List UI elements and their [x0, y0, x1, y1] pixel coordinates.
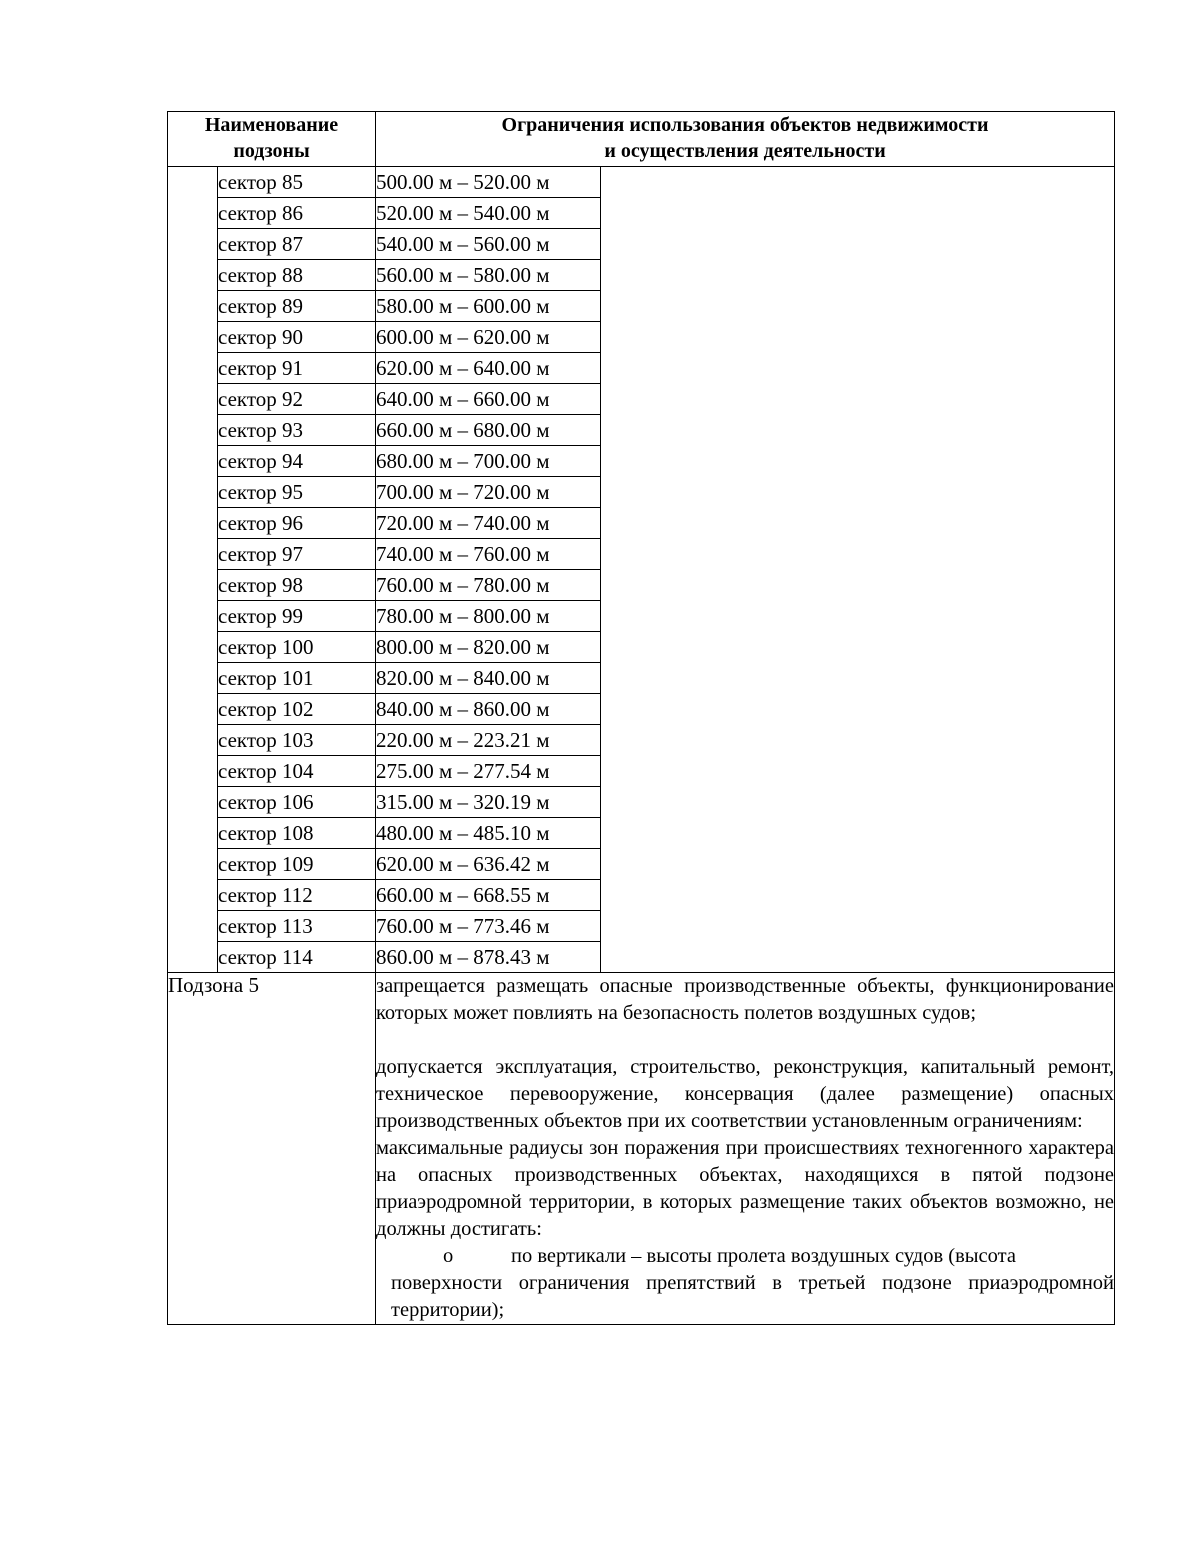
- sector-range: 740.00 м – 760.00 м: [376, 539, 601, 570]
- bullet-circle-icon: o: [443, 1245, 454, 1267]
- sector-name: сектор 114: [218, 942, 376, 973]
- header-subzone-name: Наименование подзоны: [168, 112, 376, 167]
- sector-range: 560.00 м – 580.00 м: [376, 260, 601, 291]
- bullet-item: [376, 1243, 1114, 1270]
- sector-range: 640.00 м – 660.00 м: [376, 384, 601, 415]
- sector-range: 760.00 м – 780.00 м: [376, 570, 601, 601]
- sector-range: 620.00 м – 636.42 м: [376, 849, 601, 880]
- sector-name: сектор 90: [218, 322, 376, 353]
- sector-name: сектор 88: [218, 260, 376, 291]
- sector-range: 275.00 м – 277.54 м: [376, 756, 601, 787]
- sector-name: сектор 101: [218, 663, 376, 694]
- sector-name: сектор 91: [218, 353, 376, 384]
- sector-range: 500.00 м – 520.00 м: [376, 167, 601, 198]
- sector-rows: [168, 167, 1115, 973]
- sector-range: 860.00 м – 878.43 м: [376, 942, 601, 973]
- sector-name: сектор 106: [218, 787, 376, 818]
- subzone-name-blank-cell: [168, 167, 218, 973]
- sector-name: сектор 89: [218, 291, 376, 322]
- sector-name: сектор 104: [218, 756, 376, 787]
- sector-range: 780.00 м – 800.00 м: [376, 601, 601, 632]
- restriction-radius: максимальные радиусы зон поражения при происшествиях техногенного характера на опасных производственных объектах, находящихся в пятой подзоне приаэродромной территории, в которых размещение таких объектов возможно, не должны достигать:: [376, 1137, 1115, 1240]
- sector-name: сектор 94: [218, 446, 376, 477]
- sector-name: сектор 99: [218, 601, 376, 632]
- sector-name: сектор 96: [218, 508, 376, 539]
- sector-name: сектор 102: [218, 694, 376, 725]
- sector-name: сектор 86: [218, 198, 376, 229]
- header-restrictions-line2: и осуществления деятельности: [604, 140, 886, 162]
- sector-name: сектор 108: [218, 818, 376, 849]
- sector-range: 660.00 м – 680.00 м: [376, 415, 601, 446]
- sector-restrictions-blank-cell: [601, 167, 1115, 973]
- sector-range: 480.00 м – 485.10 м: [376, 818, 601, 849]
- subzone-5-row: [168, 973, 1115, 1325]
- sector-name: сектор 93: [218, 415, 376, 446]
- sector-range: 520.00 м – 540.00 м: [376, 198, 601, 229]
- sector-name: сектор 113: [218, 911, 376, 942]
- bullet-first-line: по вертикали – высоты пролета воздушных судов (высота: [511, 1245, 1016, 1267]
- sector-range: 800.00 м – 820.00 м: [376, 632, 601, 663]
- sector-name: сектор 109: [218, 849, 376, 880]
- sector-range: 580.00 м – 600.00 м: [376, 291, 601, 322]
- sector-name: сектор 97: [218, 539, 376, 570]
- sector-range: 220.00 м – 223.21 м: [376, 725, 601, 756]
- sector-range: 760.00 м – 773.46 м: [376, 911, 601, 942]
- table-header-row: [168, 112, 1115, 167]
- sector-range: 315.00 м – 320.19 м: [376, 787, 601, 818]
- subzone-5-restrictions: [376, 973, 1115, 1325]
- sector-range: 720.00 м – 740.00 м: [376, 508, 601, 539]
- restriction-permission: допускается эксплуатация, строительство, реконструкция, капитальный ремонт, техническое перевооружение, консервация (далее размещение) опасных производственных объектов при их соответствии установленным ограничениям:: [376, 1056, 1115, 1132]
- sector-name: сектор 92: [218, 384, 376, 415]
- sector-range: 840.00 м – 860.00 м: [376, 694, 601, 725]
- sector-name: сектор 100: [218, 632, 376, 663]
- sector-range: 660.00 м – 668.55 м: [376, 880, 601, 911]
- sector-range: 540.00 м – 560.00 м: [376, 229, 601, 260]
- sector-range: 680.00 м – 700.00 м: [376, 446, 601, 477]
- bullet-continuation: поверхности ограничения препятствий в третьей подзоне приаэродромной территории);: [391, 1272, 1115, 1321]
- sector-range: 600.00 м – 620.00 м: [376, 322, 601, 353]
- subzone-5-name: Подзона 5: [168, 973, 376, 1325]
- sector-range: 620.00 м – 640.00 м: [376, 353, 601, 384]
- header-restrictions: [376, 112, 1115, 167]
- sector-name: сектор 87: [218, 229, 376, 260]
- sector-name: сектор 95: [218, 477, 376, 508]
- restriction-prohibition: запрещается размещать опасные производственные объекты, функционирование которых может повлиять на безопасность полетов воздушных судов;: [376, 975, 1115, 1024]
- sector-range: 700.00 м – 720.00 м: [376, 477, 601, 508]
- sector-name: сектор 85: [218, 167, 376, 198]
- sector-name: сектор 112: [218, 880, 376, 911]
- header-restrictions-line1: Ограничения использования объектов недвижимости: [501, 114, 989, 136]
- sector-name: сектор 103: [218, 725, 376, 756]
- sector-range: 820.00 м – 840.00 м: [376, 663, 601, 694]
- restrictions-table: [167, 111, 1115, 1325]
- table-row: [168, 167, 1115, 198]
- sector-name: сектор 98: [218, 570, 376, 601]
